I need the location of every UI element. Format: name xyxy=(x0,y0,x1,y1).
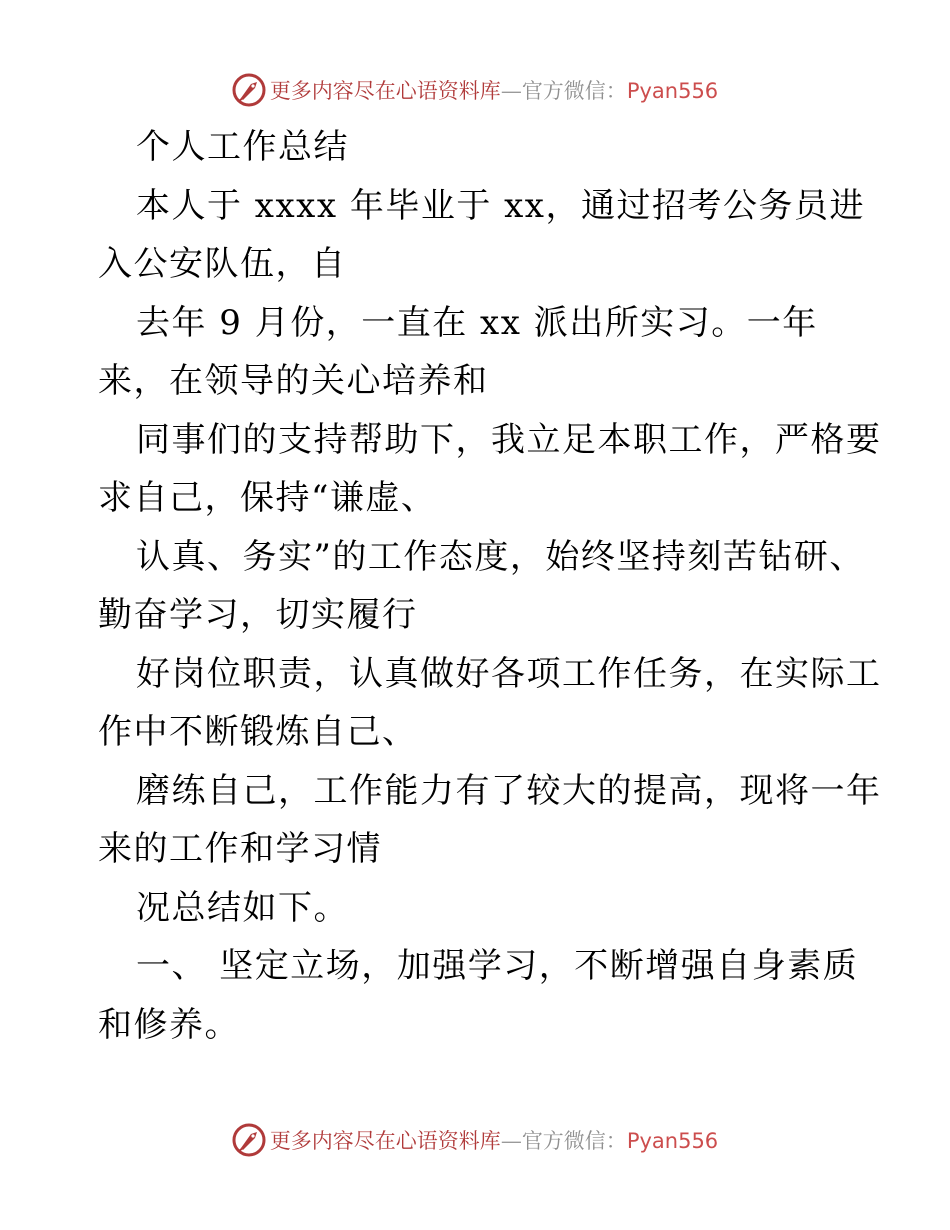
doc-line: 来的工作和学习情 xyxy=(98,829,382,869)
doc-line: 磨练自己，工作能力有了较大的提高，现将一年 xyxy=(136,770,882,811)
doc-line: 况总结如下。 xyxy=(136,887,349,928)
doc-line: 同事们的支持帮助下，我立足本职工作，严格要 xyxy=(136,419,882,460)
watermark-main-text: 更多内容尽在心语资料库 xyxy=(269,1129,501,1153)
doc-line: 来，在领导的关心培养和 xyxy=(98,361,489,401)
watermark-main-text: 更多内容尽在心语资料库 xyxy=(269,79,501,103)
watermark-wechat-label: 官方微信： xyxy=(521,1129,627,1153)
footer-watermark xyxy=(0,1120,950,1160)
doc-line: 入公安队伍，自 xyxy=(98,244,347,284)
header-watermark xyxy=(0,70,950,110)
pen-nib-logo-icon xyxy=(232,73,266,107)
watermark-separator: — xyxy=(500,79,522,103)
doc-line: 个人工作总结 xyxy=(136,127,349,167)
pen-nib-logo-icon xyxy=(232,1123,266,1157)
doc-line: 一、 坚定立场，加强学习，不断增强自身素质 xyxy=(136,946,859,986)
doc-line: 去年 9 月份，一直在 xx 派出所实习。一年 xyxy=(136,302,818,343)
doc-line: 作中不断锻炼自己、 xyxy=(98,712,418,752)
watermark-wechat-id: Pyan556 xyxy=(626,1129,719,1153)
watermark-separator: — xyxy=(500,1129,522,1153)
doc-line: 求自己，保持“谦虚、 xyxy=(98,478,437,518)
document-body xyxy=(98,118,882,1054)
doc-line: 认真、务实”的工作态度，始终坚持刻苦钻研、 xyxy=(136,536,865,577)
doc-line: 和修养。 xyxy=(98,1004,240,1045)
doc-line: 勤奋学习，切实履行 xyxy=(98,595,418,635)
doc-line: 好岗位职责，认真做好各项工作任务，在实际工 xyxy=(136,653,882,694)
watermark-wechat-id: Pyan556 xyxy=(626,79,719,103)
watermark-text xyxy=(270,75,718,105)
doc-line: 本人于 xxxx 年毕业于 xx，通过招考公务员进 xyxy=(136,185,865,226)
watermark-wechat-label: 官方微信： xyxy=(521,79,627,103)
watermark-text xyxy=(270,1125,718,1155)
